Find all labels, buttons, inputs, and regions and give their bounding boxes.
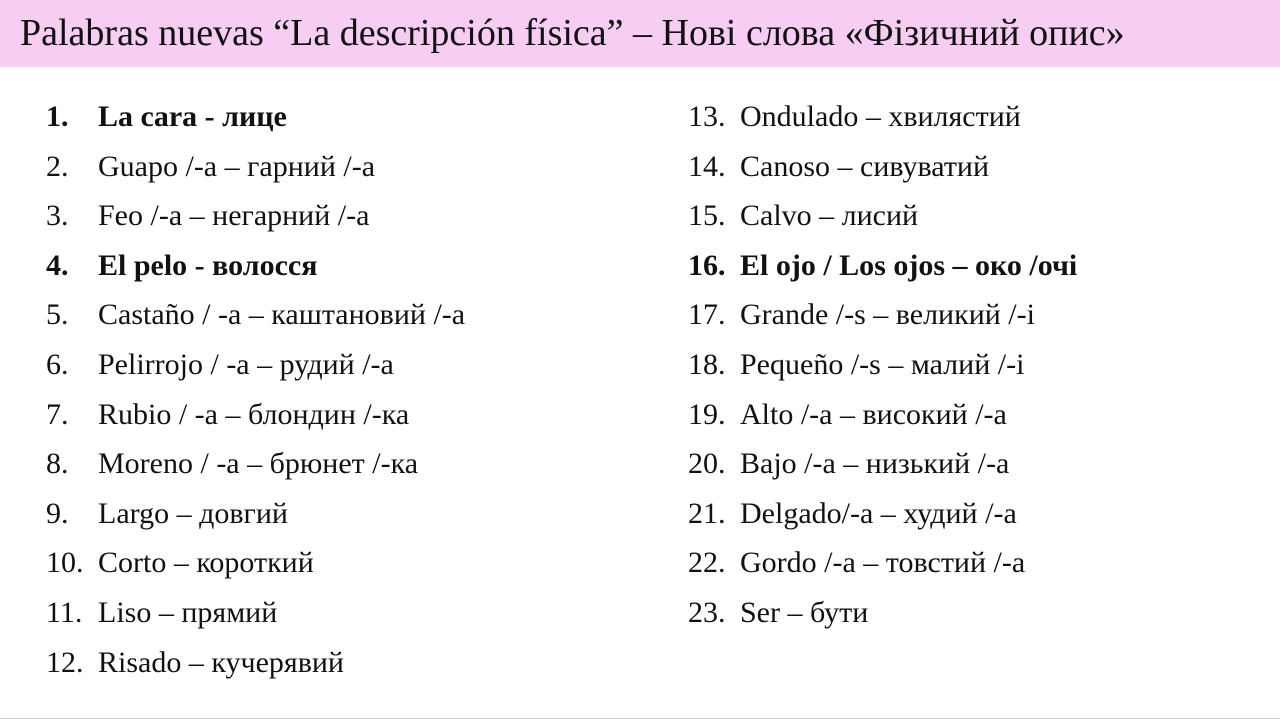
vocabulary-item [46, 290, 646, 340]
item-text: Pelirrojo / -a – рудий /-а [98, 347, 394, 381]
item-number: 9. [46, 496, 69, 530]
vocabulary-item [688, 588, 1258, 638]
item-number: 1. [46, 100, 69, 133]
item-text: Castaño / -a – каштановий /-а [98, 298, 466, 332]
item-number: 3. [46, 199, 69, 233]
item-number: 20. [688, 447, 726, 481]
vocabulary-list-right [688, 92, 1258, 638]
item-number: 2. [46, 149, 69, 183]
item-text: Moreno / -a – брюнет /-ка [98, 447, 419, 481]
item-text: Calvo – лисий [740, 199, 919, 233]
item-text: Ser – бути [740, 595, 869, 629]
item-text: Bajo /-a – низький /-а [740, 447, 1010, 481]
vocabulary-item [688, 191, 1258, 241]
item-number: 22. [688, 546, 726, 580]
item-text: Pequeño /-s – малий /-і [740, 347, 1025, 381]
vocabulary-item [46, 390, 646, 440]
item-text: Delgado/-a – худий /-а [740, 496, 1017, 530]
item-text: Corto – короткий [98, 546, 314, 580]
item-text: El ojo / Los ojos – око /очі [740, 248, 1078, 282]
item-number: 19. [688, 397, 726, 431]
item-text: Guapo /-a – гарний /-а [98, 149, 376, 183]
item-text: Ondulado – хвилястий [740, 100, 1021, 133]
item-text: Alto /-a – високий /-а [740, 397, 1007, 431]
item-number: 15. [688, 199, 726, 233]
item-number: 21. [688, 496, 726, 530]
vocabulary-list-left [46, 92, 646, 687]
item-number: 16. [688, 248, 726, 282]
item-number: 6. [46, 347, 69, 381]
item-number: 4. [46, 248, 69, 282]
item-text: Feo /-a – негарний /-а [98, 199, 370, 233]
item-text: Gordo /-a – товстий /-а [740, 546, 1026, 580]
item-number: 7. [46, 397, 69, 431]
item-text: Rubio / -a – блондин /-ка [98, 397, 410, 431]
vocabulary-item [46, 538, 646, 588]
slide-title: Palabras nuevas “La descripción física” – Нові слова «Фізичний опис» [20, 12, 1125, 54]
vocabulary-item [688, 489, 1258, 539]
vocabulary-item [46, 92, 646, 142]
vocabulary-item [688, 439, 1258, 489]
item-number: 13. [688, 100, 726, 133]
item-text: Largo – довгий [98, 496, 288, 530]
vocabulary-item [688, 92, 1258, 142]
vocabulary-item [688, 390, 1258, 440]
vocabulary-item [46, 340, 646, 390]
item-number: 17. [688, 298, 726, 332]
title-bar [0, 0, 1280, 67]
vocabulary-item [46, 588, 646, 638]
item-number: 14. [688, 149, 726, 183]
vocabulary-item [46, 241, 646, 291]
item-text: El pelo - волосся [98, 248, 318, 282]
item-number: 11. [46, 595, 83, 629]
item-text: Canoso – сивуватий [740, 149, 990, 183]
vocabulary-item [46, 142, 646, 192]
vocabulary-item [46, 439, 646, 489]
vocabulary-item [46, 489, 646, 539]
item-number: 5. [46, 298, 69, 332]
vocabulary-item [688, 340, 1258, 390]
item-number: 12. [46, 645, 84, 679]
vocabulary-item [46, 191, 646, 241]
item-text: Risado – кучерявий [98, 645, 344, 679]
item-text: La cara - лице [98, 100, 287, 133]
vocabulary-item [688, 538, 1258, 588]
item-text: Liso – прямий [98, 595, 278, 629]
item-text: Grande /-s – великий /-і [740, 298, 1035, 332]
item-number: 8. [46, 447, 69, 481]
item-number: 18. [688, 347, 726, 381]
vocabulary-item [688, 290, 1258, 340]
vocabulary-item [688, 241, 1258, 291]
vocabulary-item [688, 142, 1258, 192]
item-number: 23. [688, 595, 726, 629]
vocabulary-item [46, 638, 646, 688]
item-number: 10. [46, 546, 84, 580]
